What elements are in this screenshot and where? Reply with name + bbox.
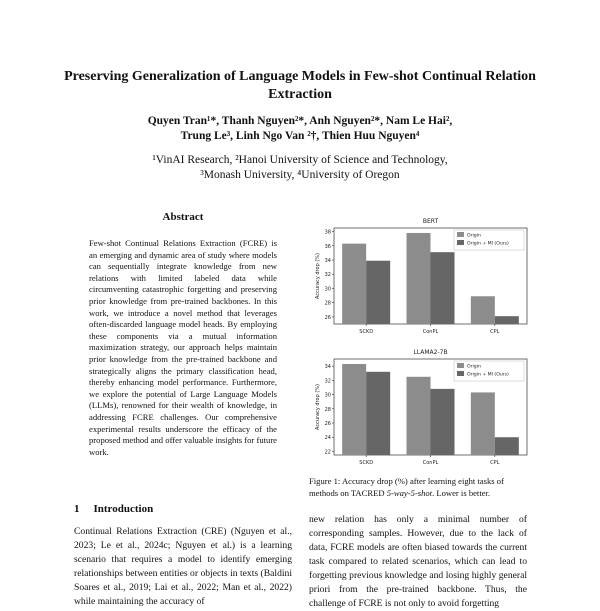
legend-entry: Origin	[467, 233, 481, 239]
x-tick-label: SCKD	[359, 329, 374, 335]
affiliation-list	[40, 153, 560, 183]
section-title: Introduction	[93, 503, 154, 515]
affiliation-line-1: ¹VinAI Research, ²Hanoi University of Science and Technology,	[152, 154, 448, 166]
figure-caption	[309, 475, 529, 499]
y-tick-label: 30	[324, 392, 331, 399]
y-tick-label: 22	[324, 449, 331, 456]
legend-box	[454, 361, 524, 381]
x-tick-label: CPL	[490, 329, 500, 335]
author-line-2: Trung Le³, Linh Ngo Van ²†, Thien Huu Nguyen⁴	[180, 130, 420, 142]
caption-prefix: Figure 1: Accuracy drop (%) after learning eight tasks of methods on TACRED	[309, 476, 504, 498]
bar-sckd-origin	[342, 364, 366, 455]
y-axis-label: Accuracy drop (%)	[315, 252, 321, 300]
author-line-1: Quyen Tran¹*, Thanh Nguyen²*, Anh Nguyen²*, Nam Le Hai²,	[147, 115, 453, 127]
legend-entry: Origin + MI (Ours)	[467, 372, 509, 378]
x-tick-label: CPL	[490, 460, 500, 466]
author-list	[40, 114, 560, 144]
bar-sckd-origin	[342, 244, 366, 324]
chart-title: BERT	[422, 218, 439, 225]
figure-1	[309, 213, 534, 471]
y-tick-label: 28	[324, 300, 331, 307]
y-tick-label: 26	[324, 314, 331, 321]
y-tick-label: 32	[324, 378, 331, 385]
section-number: 1	[74, 503, 80, 515]
section-heading	[74, 503, 153, 515]
bar-sckd-origin-mi	[366, 372, 390, 455]
legend-swatch	[457, 232, 464, 237]
y-tick-label: 38	[324, 229, 331, 236]
caption-suffix: . Lower is better.	[432, 488, 491, 498]
bar-conpl-origin-mi	[431, 389, 455, 455]
legend-swatch	[457, 371, 464, 376]
affiliation-line-2: ³Monash University, ⁴University of Oregon	[200, 169, 400, 181]
legend-box	[454, 230, 524, 250]
x-tick-label: ConPL	[422, 329, 439, 335]
x-tick-label: ConPL	[422, 460, 439, 466]
y-tick-label: 32	[324, 272, 331, 279]
paper-title: Preserving Generalization of Language Models in Few-shot Continual Relation Extraction	[64, 69, 536, 102]
y-tick-label: 30	[324, 286, 331, 293]
chart-title: LLAMA2-7B	[413, 349, 448, 356]
bar-conpl-origin-mi	[431, 252, 455, 324]
y-tick-label: 26	[324, 421, 331, 427]
legend-swatch	[457, 363, 464, 368]
bar-cpl-origin	[471, 296, 495, 324]
y-tick-label: 24	[324, 435, 331, 442]
y-tick-label: 34	[324, 258, 331, 264]
legend-entry: Origin + MI (Ours)	[467, 241, 509, 247]
bar-cpl-origin-mi	[495, 437, 519, 455]
y-tick-label: 34	[324, 364, 331, 371]
intro-left-text: Continual Relations Extraction (CRE) (Nguyen et al., 2023; Le et al., 2024c; Nguyen et al.) is a learning scenario that requires a model to identify emerging relationships between entities or objects in texts (Baldini Soares et al., 2019; Lai et al., 2022; Man et al., 2022) while maintaining the accuracy of	[74, 526, 292, 607]
bar-cpl-origin-mi	[495, 316, 519, 324]
intro-right-text: new relation has only a minimal number of corresponding samples. However, due to the lack of data, FCRE models are often biased towards the current task compared to related scenarios, which can lead to forgetting previous knowledge and losing highly general priori from the pre-trained backbone. Thus, the challenge of FCRE is not only to avoid forgetting	[309, 514, 527, 609]
caption-italic: 5-way-5-shot	[386, 488, 433, 498]
legend-swatch	[457, 240, 464, 245]
bar-conpl-origin	[407, 377, 431, 455]
y-tick-label: 28	[324, 406, 331, 413]
legend-entry: Origin	[467, 364, 481, 370]
abstract-heading: Abstract	[162, 211, 204, 223]
bar-sckd-origin-mi	[366, 261, 390, 324]
y-tick-label: 36	[324, 243, 331, 250]
bar-cpl-origin	[471, 392, 495, 455]
bar-conpl-origin	[407, 233, 431, 324]
y-axis-label: Accuracy drop (%)	[315, 383, 321, 431]
x-tick-label: SCKD	[359, 460, 374, 466]
abstract-text: Few-shot Continual Relations Extraction (FCRE) is an emerging and dynamic area of study where models can sequentially integrate knowledge from new relations with limited labeled data while circumventing catastrophic forgetting and preserving prior knowledge from pre-trained backbones. In this work, we introduce a novel method that leverages often-discarded language model heads. By employing these components via a mutual information maximization strategy, our approach helps maintain prior knowledge from the pre-trained backbone and strategically aligns the primary classification head, thereby enhancing model performance. Furthermore, we explore the potential of Large Language Models (LLMs), renowned for their wealth of knowledge, in addressing FCRE challenges. Our comprehensive experimental results underscore the efficacy of the proposed method and offer valuable insights for future work.	[89, 238, 277, 457]
